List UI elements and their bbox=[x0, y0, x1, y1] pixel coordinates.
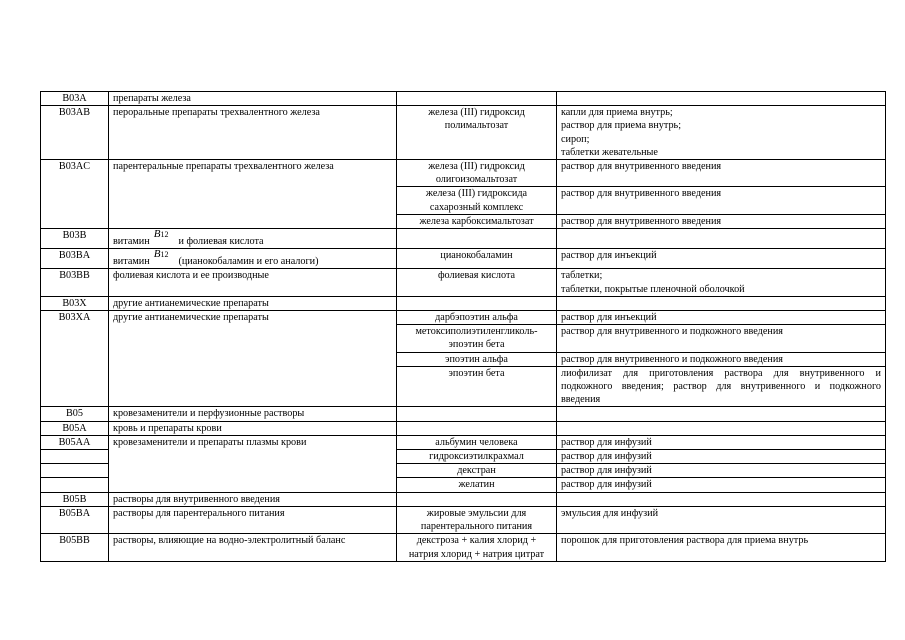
group-name: пероральные препараты трехвалентного железа bbox=[109, 106, 397, 160]
table-row bbox=[41, 92, 886, 106]
dosage-form: раствор для инфузий bbox=[557, 450, 886, 464]
dosage-form-line: таблетки жевательные bbox=[561, 146, 658, 158]
dosage-form-line: таблетки, покрытые пленочной оболочкой bbox=[561, 283, 745, 295]
dosage-form: раствор для внутривенного и подкожного введения bbox=[557, 352, 886, 366]
atc-code bbox=[41, 352, 109, 366]
drug-name: железа (III) гидроксид олигоизомальтозат bbox=[397, 160, 557, 187]
group-name bbox=[109, 229, 397, 249]
dosage-form: эмульсия для инфузий bbox=[557, 506, 886, 533]
group-name bbox=[109, 366, 397, 407]
drug-name: метоксиполиэтиленгликоль-эпоэтин бета bbox=[397, 325, 557, 352]
drug-name: железа (III) гидроксида сахарозный комплекс bbox=[397, 187, 557, 214]
drug-name bbox=[397, 296, 557, 310]
dosage-form: раствор для внутривенного и подкожного введения bbox=[557, 325, 886, 352]
dosage-form: раствор для внутривенного введения bbox=[557, 187, 886, 214]
drug-name: альбумин человека bbox=[397, 435, 557, 449]
atc-code: B03B bbox=[41, 229, 109, 249]
table-row bbox=[41, 249, 886, 269]
dosage-form-line: таблетки; bbox=[561, 270, 603, 282]
group-name: кровезаменители и перфузионные растворы bbox=[109, 407, 397, 421]
table-row bbox=[41, 229, 886, 249]
table-row bbox=[41, 464, 886, 478]
table-row bbox=[41, 106, 886, 160]
atc-code: B05A bbox=[41, 421, 109, 435]
group-name bbox=[109, 249, 397, 269]
dosage-form: лиофилизат для приготовления раствора для внутривенного и подкожного введения; раствор для внутривенного и подкожного введения bbox=[557, 366, 886, 407]
atc-code bbox=[41, 325, 109, 352]
dosage-form: раствор для внутривенного введения bbox=[557, 214, 886, 228]
dosage-form-line: капли для приема внутрь; bbox=[561, 107, 673, 119]
group-name: растворы, влияющие на водно-электролитный баланс bbox=[109, 534, 397, 561]
group-name: другие антианемические препараты bbox=[109, 296, 397, 310]
atc-code: B05BB bbox=[41, 534, 109, 561]
group-name bbox=[109, 478, 397, 492]
dosage-form bbox=[557, 106, 886, 160]
group-name: растворы для парентерального питания bbox=[109, 506, 397, 533]
table-row bbox=[41, 352, 886, 366]
dosage-form-line: сироп; bbox=[561, 133, 590, 145]
dosage-form: раствор для инфузий bbox=[557, 435, 886, 449]
dosage-form-line: раствор для приема внутрь; bbox=[561, 120, 682, 132]
dosage-form bbox=[557, 407, 886, 421]
atc-code bbox=[41, 187, 109, 214]
atc-code: B05BA bbox=[41, 506, 109, 533]
atc-code: B05B bbox=[41, 492, 109, 506]
group-name bbox=[109, 214, 397, 228]
group-name bbox=[109, 450, 397, 464]
group-name bbox=[109, 464, 397, 478]
atc-code: B03A bbox=[41, 92, 109, 106]
dosage-form bbox=[557, 296, 886, 310]
group-name bbox=[109, 187, 397, 214]
drug-name bbox=[397, 421, 557, 435]
group-name: другие антианемические препараты bbox=[109, 311, 397, 325]
vitamin-b12-formula: B12 bbox=[153, 228, 169, 241]
table-row bbox=[41, 478, 886, 492]
vitamin-suffix: (цианокобаламин и его аналоги) bbox=[178, 256, 319, 268]
atc-code bbox=[41, 478, 109, 492]
drug-name: декстран bbox=[397, 464, 557, 478]
dosage-form bbox=[557, 92, 886, 106]
atc-code: B05AA bbox=[41, 435, 109, 449]
drug-name: железа (III) гидроксид полимальтозат bbox=[397, 106, 557, 160]
atc-code: B03BB bbox=[41, 269, 109, 296]
group-name: растворы для внутривенного введения bbox=[109, 492, 397, 506]
group-name bbox=[109, 352, 397, 366]
table-row bbox=[41, 214, 886, 228]
group-name: кровезаменители и препараты плазмы крови bbox=[109, 435, 397, 449]
dosage-form: раствор для инъекций bbox=[557, 249, 886, 269]
dosage-form bbox=[557, 492, 886, 506]
atc-code: B03X bbox=[41, 296, 109, 310]
group-name: кровь и препараты крови bbox=[109, 421, 397, 435]
vitamin-suffix: и фолиевая кислота bbox=[178, 236, 264, 248]
vitamin-prefix: витамин bbox=[113, 236, 150, 248]
group-name: фолиевая кислота и ее производные bbox=[109, 269, 397, 296]
atc-code: B03BA bbox=[41, 249, 109, 269]
drug-classification-table bbox=[40, 91, 886, 562]
dosage-form bbox=[557, 421, 886, 435]
table-row bbox=[41, 311, 886, 325]
table-row bbox=[41, 366, 886, 407]
dosage-form bbox=[557, 229, 886, 249]
group-name: парентеральные препараты трехвалентного железа bbox=[109, 160, 397, 187]
table-row bbox=[41, 269, 886, 296]
drug-name: цианокобаламин bbox=[397, 249, 557, 269]
group-name: препараты железа bbox=[109, 92, 397, 106]
table-row bbox=[41, 325, 886, 352]
drug-name: дарбэпоэтин альфа bbox=[397, 311, 557, 325]
table-row bbox=[41, 435, 886, 449]
table-row bbox=[41, 296, 886, 310]
atc-code bbox=[41, 464, 109, 478]
drug-name: декстроза + калия хлорид + натрия хлорид + натрия цитрат bbox=[397, 534, 557, 561]
atc-code: B03AC bbox=[41, 160, 109, 187]
dosage-form: порошок для приготовления раствора для приема внутрь bbox=[557, 534, 886, 561]
atc-code bbox=[41, 214, 109, 228]
table-row bbox=[41, 160, 886, 187]
table-row bbox=[41, 421, 886, 435]
drug-name: жировые эмульсии для парентерального питания bbox=[397, 506, 557, 533]
drug-name bbox=[397, 92, 557, 106]
atc-code bbox=[41, 450, 109, 464]
vitamin-b12-formula: B12 bbox=[153, 248, 169, 261]
group-name bbox=[109, 325, 397, 352]
drug-name bbox=[397, 492, 557, 506]
table-row bbox=[41, 450, 886, 464]
table-row bbox=[41, 492, 886, 506]
drug-name: фолиевая кислота bbox=[397, 269, 557, 296]
vitamin-prefix: витамин bbox=[113, 256, 150, 268]
drug-name: эпоэтин альфа bbox=[397, 352, 557, 366]
dosage-form: раствор для инъекций bbox=[557, 311, 886, 325]
table-row bbox=[41, 407, 886, 421]
dosage-form bbox=[557, 269, 886, 296]
drug-name bbox=[397, 229, 557, 249]
table-row bbox=[41, 506, 886, 533]
table-row bbox=[41, 534, 886, 561]
atc-code: B03AB bbox=[41, 106, 109, 160]
dosage-form: раствор для инфузий bbox=[557, 478, 886, 492]
atc-code: B03XA bbox=[41, 311, 109, 325]
dosage-form: раствор для внутривенного введения bbox=[557, 160, 886, 187]
drug-name: гидроксиэтилкрахмал bbox=[397, 450, 557, 464]
drug-name: эпоэтин бета bbox=[397, 366, 557, 407]
table-row bbox=[41, 187, 886, 214]
dosage-form: раствор для инфузий bbox=[557, 464, 886, 478]
atc-code: B05 bbox=[41, 407, 109, 421]
atc-code bbox=[41, 366, 109, 407]
drug-name: желатин bbox=[397, 478, 557, 492]
drug-name bbox=[397, 407, 557, 421]
drug-name: железа карбоксимальтозат bbox=[397, 214, 557, 228]
